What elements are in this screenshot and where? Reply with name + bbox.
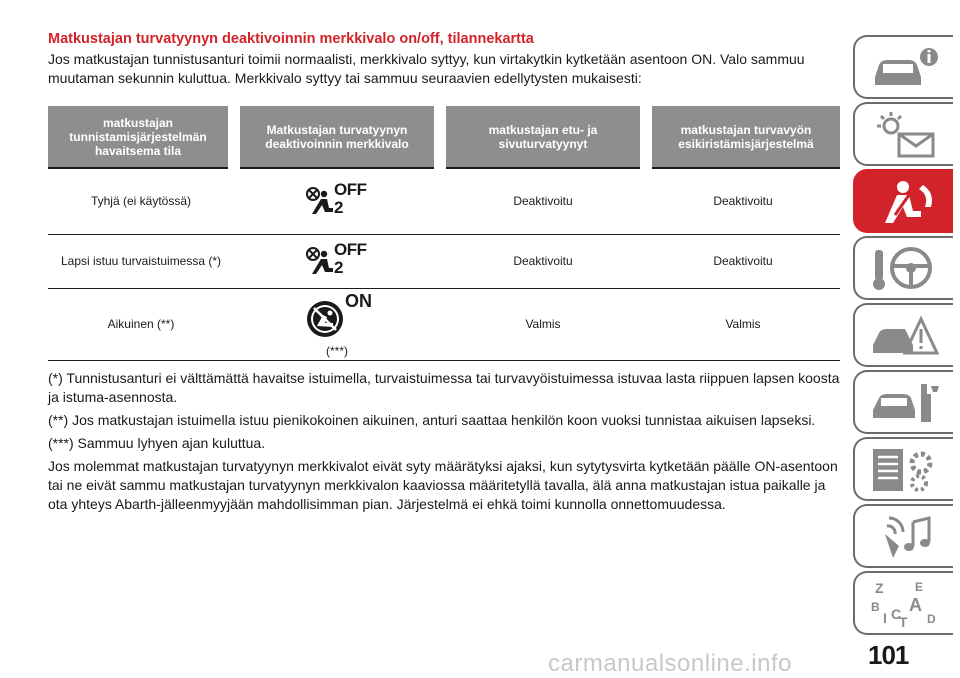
multimedia-icon	[869, 512, 941, 562]
tab-technical-data[interactable]	[853, 437, 953, 501]
cell-airbags: Deaktivoitu	[440, 234, 646, 288]
cell-state: Lapsi istuu turvaistuimessa (*)	[48, 234, 234, 288]
passenger-airbag-off-icon	[304, 246, 336, 278]
key-steering-icon	[869, 244, 941, 294]
header-airbags: matkustajan etu- ja sivuturvatyynyt	[440, 106, 646, 168]
airbag-off-telltale	[304, 240, 370, 280]
cell-airbags: Deaktivoitu	[440, 168, 646, 234]
tab-car-info[interactable]	[853, 35, 953, 99]
cell-lamp	[234, 168, 440, 234]
header-detected-state: matkustajan tunnistamisjärjestelmän havaitsema tila	[48, 106, 234, 168]
cell-pretensioner: Valmis	[646, 288, 840, 360]
cell-state: Tyhjä (ei käytössä)	[48, 168, 234, 234]
specs-gear-icon	[869, 445, 941, 495]
index-letter: D	[927, 612, 936, 626]
section-heading: Matkustajan turvatyynyn deaktivoinnin merkkivalo on/off, tilannekartta	[48, 31, 534, 47]
chapter-tabs	[853, 35, 953, 638]
footnote-small-adult: (**) Jos matkustajan istuimella istuu pienikokoinen aikuinen, anturi saattaa henkilön koon vuoksi tunnistaa aikuisen lapseksi.	[48, 411, 816, 428]
tab-multimedia[interactable]	[853, 504, 953, 568]
cell-state: Aikuinen (**)	[48, 288, 234, 360]
passenger-airbag-on-icon	[305, 299, 345, 339]
header-lamp: Matkustajan turvatyynyn deaktivoinnin merkkivalo	[234, 106, 440, 168]
index-letter: E	[915, 580, 924, 594]
table-row	[48, 234, 840, 288]
warning-paragraph: Jos molemmat matkustajan turvatyynyn merkkivalot eivät syty määrätyksi ajaksi, kun sytytysvirta kytketään päälle ON-asentoon tai ne eivät sammu matkustajan turvatyynyn merkkivalon kaaviossa määritetyllä tavalla, älä anna matkustajan istua paikalle ja ota yhteys Abarth-jälleenmyyjään mahdollisimman pian. Järjestelmä ei ehkä toimi kunnolla onnettomuudessa.	[48, 457, 838, 512]
header-pretensioner: matkustajan turvavyön esikiristämisjärjestelmä	[646, 106, 840, 168]
manual-content	[48, 30, 840, 518]
tab-starting-driving[interactable]	[853, 236, 953, 300]
lamp-sub-text: 2	[334, 197, 344, 217]
airbag-on-telltale	[297, 290, 377, 339]
warning-lights-icon	[869, 110, 941, 160]
footnote-child: (*) Tunnistusanturi ei välttämättä havaitse istuimella, turvaistuimessa tai turvavyöistuimessa istuvaa lasta riippuen lapsen koosta ja istuma-asennosta.	[48, 369, 840, 405]
airbag-seatbelt-icon	[869, 177, 941, 227]
index-letter: A	[909, 595, 922, 615]
breakdown-icon	[869, 311, 941, 361]
tab-emergency[interactable]	[853, 303, 953, 367]
table-header-row	[48, 106, 840, 168]
lamp-off-text: OFF	[334, 179, 367, 199]
index-letters-icon	[869, 579, 941, 629]
page-number: 101	[868, 640, 909, 670]
table-row	[48, 288, 840, 360]
tab-maintenance[interactable]	[853, 370, 953, 434]
footnote-turns-off: (***) Sammuu lyhyen ajan kuluttua.	[48, 434, 266, 451]
intro-paragraph: Jos matkustajan tunnistusanturi toimii normaalisti, merkkivalo syttyy, kun virtakytkin kytketään asentoon ON. Valo sammuu muutaman sekunnin kuluttua. Merkkivalo syttyy tai sammuu seuraavien edellytysten mukaisesti:	[48, 51, 805, 86]
car-service-icon	[869, 378, 941, 428]
tab-safety[interactable]	[853, 169, 953, 233]
footnotes	[48, 369, 840, 514]
lamp-note: (***)	[325, 343, 348, 358]
lamp-on-text: ON	[345, 290, 372, 311]
index-letter: T	[899, 614, 908, 629]
index-letter: I	[883, 610, 887, 626]
cell-lamp	[234, 288, 440, 360]
table-row	[48, 168, 840, 234]
index-letter: B	[871, 600, 880, 614]
tab-index[interactable]	[853, 571, 953, 635]
cell-pretensioner: Deaktivoitu	[646, 234, 840, 288]
airbag-off-telltale	[304, 180, 370, 220]
cell-pretensioner: Deaktivoitu	[646, 168, 840, 234]
passenger-airbag-off-icon	[304, 186, 336, 218]
index-letter: C	[891, 606, 902, 622]
cell-lamp	[234, 234, 440, 288]
watermark: carmanualsonline.info	[548, 650, 792, 677]
lamp-off-text: OFF	[334, 239, 367, 259]
index-letter: Z	[875, 580, 884, 596]
status-table	[48, 106, 840, 361]
car-info-icon	[869, 43, 941, 93]
tab-warning-lights[interactable]	[853, 102, 953, 166]
lamp-sub-text: 2	[334, 257, 344, 277]
cell-airbags: Valmis	[440, 288, 646, 360]
